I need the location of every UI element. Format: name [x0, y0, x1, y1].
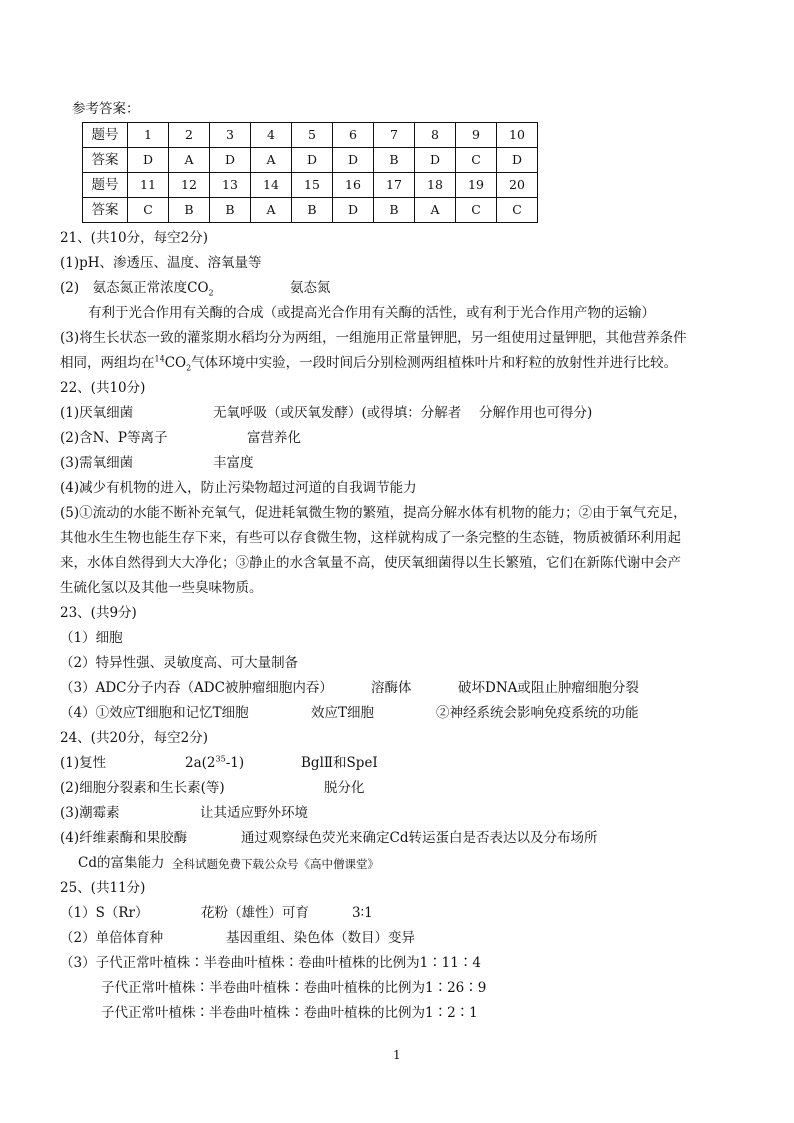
answer-table-cell: 18	[415, 173, 456, 198]
reference-answers-heading: 参考答案：	[72, 101, 140, 117]
q22-line: 其他水生生物也能生存下来，有些可以存食微生物，这样就构成了一条完整的生态链，物质被循环利用起	[60, 530, 681, 546]
q25-heading: 25、(共11分)	[60, 880, 146, 896]
answer-table-cell: B	[292, 198, 333, 223]
q25-line: 花粉（雄性）可育	[201, 905, 309, 921]
answer-table-cell: D	[128, 148, 169, 173]
answer-table-row	[83, 173, 538, 198]
answer-table-cell: B	[374, 198, 415, 223]
q22-line: (1)厌氧细菌	[60, 405, 134, 421]
q21-line: (3)将生长状态一致的灌浆期水稻均分为两组，一组施用正常量钾肥，另一组使用过量钾肥，其他营养条件	[60, 330, 687, 346]
answer-table-cell: A	[251, 198, 292, 223]
answer-table-cell: 15	[292, 173, 333, 198]
answer-table-cell: 8	[415, 123, 456, 148]
answer-table-cell: 13	[210, 173, 251, 198]
q21-line: 氨态氮	[290, 280, 331, 296]
q23-line: （1）细胞	[60, 630, 123, 646]
q23-line: （2）特异性强、灵敏度高、可大量制备	[60, 655, 299, 671]
q24-line: 通过观察绿色荧光来确定Cd转运蛋白是否表达以及分布场所	[241, 830, 598, 846]
answer-table-cell: B	[169, 198, 210, 223]
answer-table-cell: A	[169, 148, 210, 173]
q24-line: (3)潮霉素	[60, 805, 120, 821]
q21-line: 相同，两组均在$^{14}CO_2$气体环境中实验，一段时间后分别检测两组植株叶片和籽粒的放射性并进行比较。	[60, 354, 678, 373]
q24-line: (2)细胞分裂素和生长素(等)	[60, 780, 225, 796]
answer-table-cell: 10	[497, 123, 538, 148]
answer-table-cell: 20	[497, 173, 538, 198]
answer-table-cell: C	[497, 198, 538, 223]
q25-line: 子代正常叶植株∶半卷曲叶植株∶卷曲叶植株的比例为1∶26∶9	[101, 980, 487, 996]
answer-table-cell: 19	[456, 173, 497, 198]
answer-table-row	[83, 148, 538, 173]
q25-line: 基因重组、染色体（数目）变异	[226, 930, 415, 946]
answer-table-cell: B	[374, 148, 415, 173]
q22-line: (2)含N、P等离子	[60, 430, 168, 446]
answer-table-cell: D	[210, 148, 251, 173]
q24-line: BglⅡ和SpeⅠ	[301, 755, 378, 771]
q24-line: 让其适应野外环境	[200, 805, 308, 821]
q25-line: （2）单倍体育种	[60, 930, 164, 946]
q24-line: 脱分化	[324, 780, 365, 796]
answer-table-cell: 14	[251, 173, 292, 198]
answer-table-cell: C	[456, 148, 497, 173]
q24-line: (1)复性	[60, 755, 107, 771]
q24-line: (4)纤维素酶和果胶酶	[60, 830, 188, 846]
q25-line: 子代正常叶植株∶半卷曲叶植株∶卷曲叶植株的比例为1∶2∶1	[101, 1005, 478, 1021]
q22-line: (5)①流动的水能不断补充氧气，促进耗氧微生物的繁殖，提高分解水体有机物的能力；②由于氧气充足，	[60, 505, 687, 521]
answer-table-row-label: 题号	[83, 173, 128, 198]
answer-table-cell: B	[210, 198, 251, 223]
watermark-note: 全科试题免费下载公众号《高中僧课堂》	[172, 857, 379, 871]
q23-line: （4）①效应T细胞和记忆T细胞	[60, 705, 249, 721]
answer-table-cell: A	[251, 148, 292, 173]
answer-table-cell: C	[128, 198, 169, 223]
q22-line: 富营养化	[247, 430, 301, 446]
answer-table-cell: C	[456, 198, 497, 223]
q25-line: （3）子代正常叶植株∶半卷曲叶植株∶卷曲叶植株的比例为1∶11∶4	[60, 955, 481, 971]
answer-table-cell: D	[415, 148, 456, 173]
answer-table-cell: 5	[292, 123, 333, 148]
answer-table-cell: 1	[128, 123, 169, 148]
answer-table-cell: 11	[128, 173, 169, 198]
q22-line: (3)需氧细菌	[60, 455, 134, 471]
q21-line: 有利于光合作用有关酶的合成（或提高光合作用有关酶的活性，或有利于光合作用产物的运输）	[88, 305, 655, 321]
answer-table-cell: 6	[333, 123, 374, 148]
answer-table-cell: A	[415, 198, 456, 223]
answer-table-row-label: 答案	[83, 148, 128, 173]
answer-table-cell: 9	[456, 123, 497, 148]
q23-line: 效应T细胞	[311, 705, 375, 721]
answer-table-cell: 16	[333, 173, 374, 198]
q22-line: 无氧呼吸（或厌氧发酵）(或得填：分解者 分解作用也可得分)	[213, 405, 593, 421]
q22-line: 来，水体自然得到大大净化；③静止的水含氧量不高，使厌氧细菌得以生长繁殖，它们在新陈代谢中会产	[60, 555, 681, 571]
answer-table-cell: D	[497, 148, 538, 173]
answer-table-row	[83, 123, 538, 148]
q22-line: (4)减少有机物的进入，防止污染物超过河道的自我调节能力	[60, 480, 417, 496]
q25-line: 3∶1	[352, 905, 373, 921]
q23-line: 破坏DNA或阻止肿瘤细胞分裂	[458, 680, 639, 696]
q21-heading: 21、(共10分，每空2分)	[60, 230, 208, 246]
q22-line: 丰富度	[213, 455, 254, 471]
answer-table-cell: 4	[251, 123, 292, 148]
q23-line: （3）ADC分子内吞（ADC被肿瘤细胞内吞）	[60, 680, 333, 696]
q23-heading: 23、(共9分)	[60, 605, 137, 621]
page-number: 1	[393, 1048, 401, 1062]
answer-table-cell: D	[333, 148, 374, 173]
answer-table-cell: D	[333, 198, 374, 223]
q22-heading: 22、(共10分)	[60, 380, 146, 396]
q23-line: 溶酶体	[371, 680, 412, 696]
answer-table-row-label: 题号	[83, 123, 128, 148]
q24-line: $2a(2^{35}-1)$	[185, 754, 245, 771]
q21-line: (2) 氨态氮正常浓度$CO_2$	[60, 280, 214, 298]
answer-table-row-label: 答案	[83, 198, 128, 223]
answer-table-cell: D	[292, 148, 333, 173]
answer-table-cell: 2	[169, 123, 210, 148]
q25-line: （1）S（Rr）	[60, 905, 149, 921]
answer-table-cell: 12	[169, 173, 210, 198]
q23-line: ②神经系统会影响免疫系统的功能	[436, 705, 639, 721]
answer-table-cell: 17	[374, 173, 415, 198]
answer-table	[82, 122, 538, 223]
q24-heading: 24、(共20分，每空2分)	[60, 730, 208, 746]
q24-line: Cd的富集能力	[78, 855, 165, 871]
answer-table-row	[83, 198, 538, 223]
q22-line: 生硫化氢以及其他一些臭味物质。	[60, 580, 263, 596]
answer-table-cell: 7	[374, 123, 415, 148]
answer-table-cell: 3	[210, 123, 251, 148]
q21-line: (1)pH、渗透压、温度、溶氧量等	[60, 255, 262, 271]
